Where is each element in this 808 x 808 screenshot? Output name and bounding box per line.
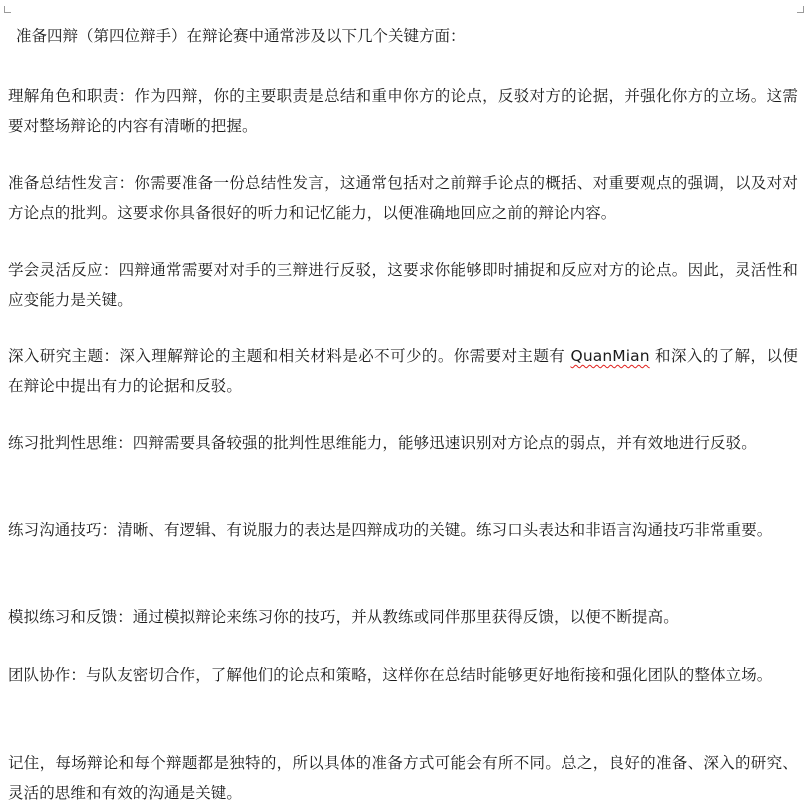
page-corner-mark-left (4, 6, 11, 13)
paragraph-teamwork[interactable]: 团队协作：与队友密切合作，了解他们的论点和策略，这样你在总结时能够更好地衔接和强化团队的整体立场。 (8, 666, 773, 684)
paragraph-research-after: 和深入的了解，以便在辩论中提出有力的论据和反驳。 (8, 347, 798, 395)
paragraph-critical-thinking[interactable]: 练习批判性思维：四辩需要具备较强的批判性思维能力，能够迅速识别对方论点的弱点，并有效地进行反驳。 (8, 434, 757, 452)
intro-line[interactable]: 准备四辩（第四位辩手）在辩论赛中通常涉及以下几个关键方面： (16, 27, 466, 45)
misspelled-word[interactable]: QuanMian (570, 347, 650, 365)
paragraph-role[interactable]: 理解角色和职责：作为四辩，你的主要职责是总结和重申你方的论点，反驳对方的论据，并强化你方的立场。这需要对整场辩论的内容有清晰的把握。 (8, 87, 798, 135)
paragraph-reaction[interactable]: 学会灵活反应：四辩通常需要对对手的三辩进行反驳，这要求你能够即时捕捉和反应对方的论点。因此，灵活性和应变能力是关键。 (8, 261, 798, 309)
paragraph-conclusion[interactable]: 记住，每场辩论和每个辩题都是独特的，所以具体的准备方式可能会有所不同。总之，良好的准备、深入的研究、灵活的思维和有效的沟通是关键。 (8, 754, 798, 802)
paragraph-summary[interactable]: 准备总结性发言：你需要准备一份总结性发言，这通常包括对之前辩手论点的概括、对重要观点的强调，以及对对方论点的批判。这要求你具备很好的听力和记忆能力，以便准确地回应之前的辩论内容。 (8, 174, 798, 222)
page-corner-mark-right (797, 6, 804, 13)
paragraph-research-before: 深入研究主题：深入理解辩论的主题和相关材料是必不可少的。你需要对主题有 (8, 347, 571, 365)
paragraph-practice[interactable]: 模拟练习和反馈：通过模拟辩论来练习你的技巧，并从教练或同伴那里获得反馈，以便不断提高。 (8, 608, 679, 626)
paragraph-research[interactable] (8, 341, 798, 401)
paragraph-communication[interactable]: 练习沟通技巧：清晰、有逻辑、有说服力的表达是四辩成功的关键。练习口头表达和非语言沟通技巧非常重要。 (8, 521, 773, 539)
